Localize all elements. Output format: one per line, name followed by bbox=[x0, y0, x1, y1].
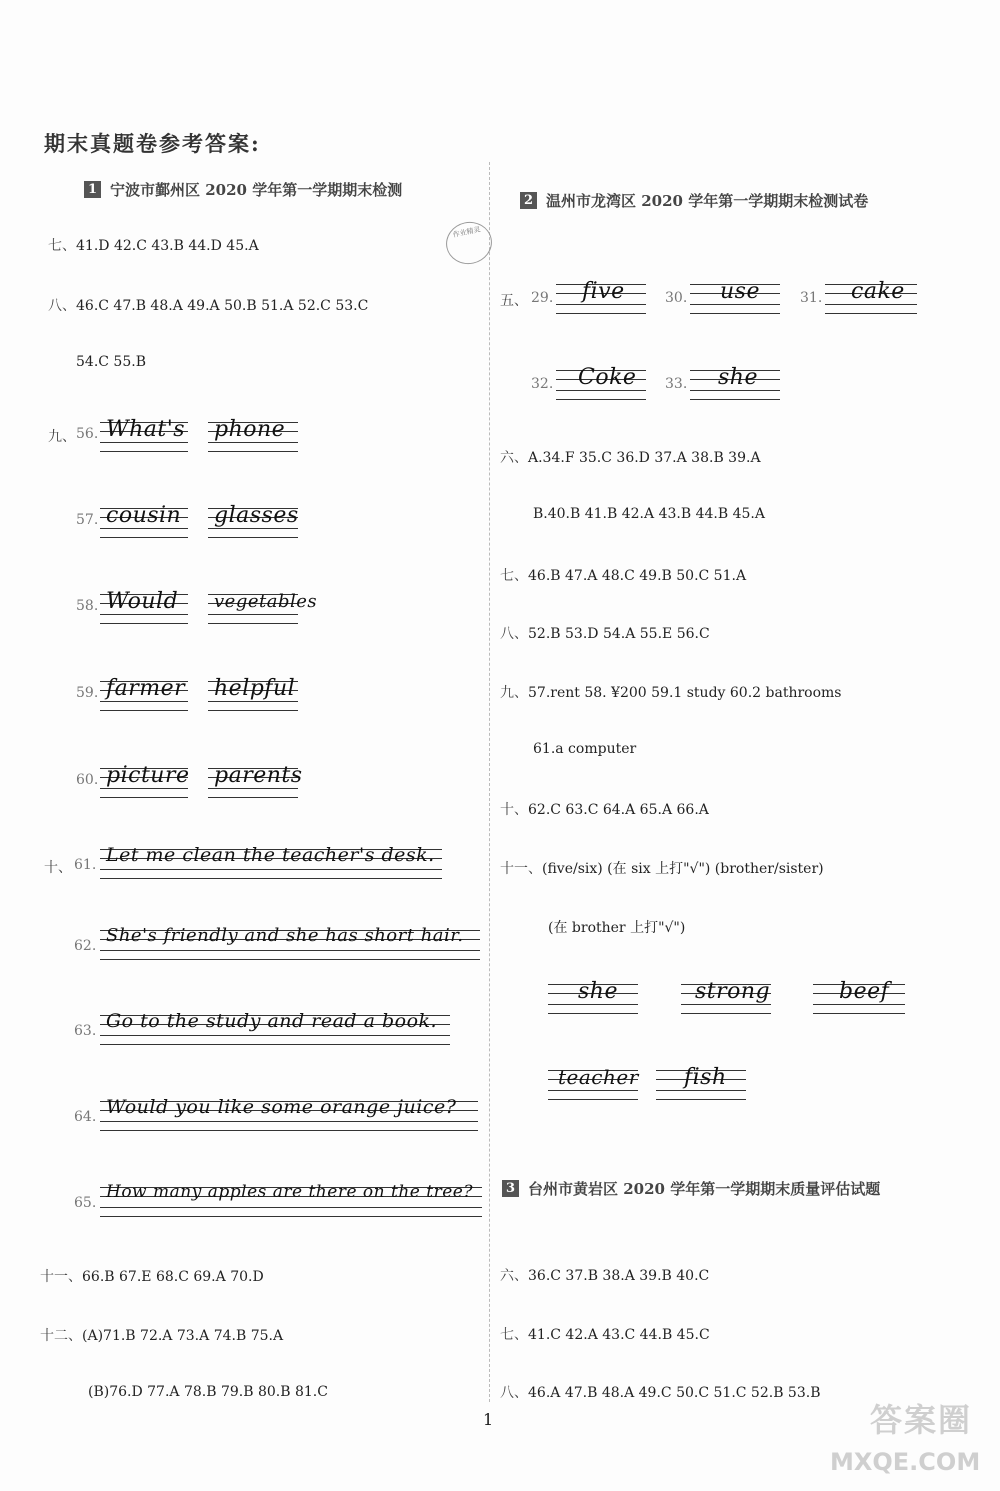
answer-row bbox=[40, 1325, 283, 1345]
handwriting-answer: cousin bbox=[100, 506, 188, 542]
handwriting-answer: beef bbox=[813, 982, 905, 1018]
question-number: 29. bbox=[531, 290, 554, 306]
row-label: 九、 bbox=[500, 685, 528, 701]
handwriting-answer: Would bbox=[100, 592, 188, 628]
page-number: 1 bbox=[483, 1410, 494, 1429]
row-answers: 41.D 42.C 43.B 44.D 45.A bbox=[76, 238, 259, 254]
question-number: 33. bbox=[665, 376, 688, 392]
row-answers: 57.rent 58. ¥200 59.1 study 60.2 bathrooms bbox=[528, 685, 842, 701]
handwriting-answer: five bbox=[556, 282, 646, 318]
answer-row bbox=[40, 1266, 264, 1286]
row-label: 六、 bbox=[500, 450, 528, 466]
answer-row bbox=[500, 447, 761, 467]
row-answers: 46.C 47.B 48.A 49.A 50.B 51.A 52.C 53.C bbox=[76, 298, 369, 314]
row-label: 九、 bbox=[48, 429, 76, 445]
question-number: 60. bbox=[76, 772, 99, 788]
row-answers: 36.C 37.B 38.A 39.B 40.C bbox=[528, 1268, 710, 1284]
section-number: 3 bbox=[502, 1180, 519, 1197]
answer-row bbox=[533, 506, 765, 522]
section-header-1 bbox=[84, 179, 402, 200]
page-title: 期末真题卷参考答案: bbox=[44, 131, 261, 156]
question-number: 65. bbox=[74, 1195, 97, 1211]
handwriting-answer: glasses bbox=[208, 506, 298, 542]
row-label: 五、 bbox=[500, 293, 528, 309]
section-number: 1 bbox=[84, 181, 101, 198]
row-label: 七、 bbox=[48, 238, 76, 254]
question-number: 31. bbox=[800, 290, 823, 306]
row-label: 十一、 bbox=[40, 1269, 82, 1285]
row-answers: 62.C 63.C 64.A 65.A 66.A bbox=[528, 802, 709, 818]
row-answers: 61.a computer bbox=[533, 741, 637, 757]
answer-row bbox=[500, 1265, 709, 1285]
row-label: 八、 bbox=[500, 1385, 528, 1401]
row-answers: A.34.F 35.C 36.D 37.A 38.B 39.A bbox=[528, 450, 761, 466]
handwriting-answer: Coke bbox=[556, 368, 646, 404]
answer-row bbox=[500, 682, 841, 702]
row-answers: (B)76.D 77.A 78.B 79.B 80.B 81.C bbox=[88, 1384, 328, 1400]
row-answers: B.40.B 41.B 42.A 43.B 44.B 45.A bbox=[533, 506, 765, 522]
handwriting-answer: fish bbox=[656, 1068, 746, 1104]
row-answers: (A)71.B 72.A 73.A 74.B 75.A bbox=[82, 1328, 284, 1344]
handwriting-answer: farmer bbox=[100, 679, 188, 715]
handwriting-sentence: How many apples are there on the tree? bbox=[100, 1185, 482, 1221]
row-label: 七、 bbox=[500, 568, 528, 584]
row-answers: 54.C 55.B bbox=[76, 354, 146, 370]
handwriting-sentence: Let me clean the teacher's desk. bbox=[100, 847, 442, 883]
row-label: 十、 bbox=[44, 860, 72, 876]
handwriting-answer: strong bbox=[681, 982, 771, 1018]
handwriting-answer: cake bbox=[825, 282, 917, 318]
question-number: 61. bbox=[74, 857, 97, 873]
row-answers: 66.B 67.E 68.C 69.A 70.D bbox=[82, 1269, 264, 1285]
question-number: 59. bbox=[76, 685, 99, 701]
section-title: 台州市黄岩区 2020 学年第一学期期末质量评估试题 bbox=[528, 1180, 881, 1198]
question-number: 62. bbox=[74, 938, 97, 954]
section-header-3 bbox=[502, 1178, 880, 1199]
row-label: 六、 bbox=[500, 1268, 528, 1284]
row-answers: 46.A 47.B 48.A 49.C 50.C 51.C 52.B 53.B bbox=[528, 1385, 821, 1401]
question-number: 32. bbox=[531, 376, 554, 392]
question-number: 63. bbox=[74, 1023, 97, 1039]
handwriting-answer: vegetables bbox=[208, 592, 298, 628]
handwriting-answer: she bbox=[690, 368, 780, 404]
row-label: 十二、 bbox=[40, 1328, 82, 1344]
section-title: 温州市龙湾区 2020 学年第一学期期末检测试卷 bbox=[546, 192, 869, 210]
handwriting-answer: picture bbox=[100, 766, 188, 802]
answer-row bbox=[500, 623, 710, 643]
answer-row bbox=[500, 1382, 821, 1402]
handwriting-answer: helpful bbox=[208, 679, 298, 715]
handwriting-answer: she bbox=[548, 982, 638, 1018]
row-label: 七、 bbox=[500, 1327, 528, 1343]
answer-row bbox=[500, 565, 746, 585]
handwriting-sentence: Would you like some orange juice? bbox=[100, 1099, 478, 1135]
answer-row bbox=[500, 799, 709, 819]
row-answers: 52.B 53.D 54.A 55.E 56.C bbox=[528, 626, 710, 642]
watermark-url: MXQE.COM bbox=[830, 1448, 981, 1476]
handwriting-sentence: Go to the study and read a book. bbox=[100, 1013, 450, 1049]
answer-row bbox=[88, 1384, 328, 1400]
answer-row bbox=[76, 354, 146, 370]
answer-row bbox=[533, 741, 636, 757]
answer-row bbox=[500, 858, 824, 878]
column-divider bbox=[489, 162, 490, 1402]
answer-row bbox=[48, 235, 259, 255]
answer-row bbox=[548, 917, 685, 937]
section-header-2 bbox=[520, 190, 868, 211]
row-answers: 41.C 42.A 43.C 44.B 45.C bbox=[528, 1327, 710, 1343]
question-number: 57. bbox=[76, 512, 99, 528]
question-number: 58. bbox=[76, 598, 99, 614]
stamp: 作业精灵 bbox=[442, 218, 496, 269]
row-label: 八、 bbox=[500, 626, 528, 642]
row-answers: (five/six) (在 six 上打"√") (brother/sister) bbox=[542, 861, 824, 877]
handwriting-answer: parents bbox=[208, 766, 298, 802]
question-number: 56. bbox=[76, 426, 99, 442]
handwriting-sentence: She's friendly and she has short hair. bbox=[100, 928, 480, 964]
answer-row bbox=[500, 1324, 710, 1344]
section-title: 宁波市鄞州区 2020 学年第一学期期末检测 bbox=[110, 181, 403, 199]
handwriting-answer: phone bbox=[208, 420, 298, 456]
section-number: 2 bbox=[520, 192, 537, 209]
handwriting-answer: use bbox=[690, 282, 780, 318]
row-label: 十一、 bbox=[500, 861, 542, 877]
row-label: 八、 bbox=[48, 298, 76, 314]
row-label: 十、 bbox=[500, 802, 528, 818]
watermark-logo: 答案圈 bbox=[870, 1401, 973, 1439]
question-number: 64. bbox=[74, 1109, 97, 1125]
handwriting-answer: What's bbox=[100, 420, 188, 456]
answer-row bbox=[48, 295, 368, 315]
row-answers: 46.B 47.A 48.C 49.B 50.C 51.A bbox=[528, 568, 747, 584]
handwriting-answer: teacher bbox=[548, 1068, 638, 1104]
question-number: 30. bbox=[665, 290, 688, 306]
row-answers: (在 brother 上打"√") bbox=[548, 920, 686, 936]
